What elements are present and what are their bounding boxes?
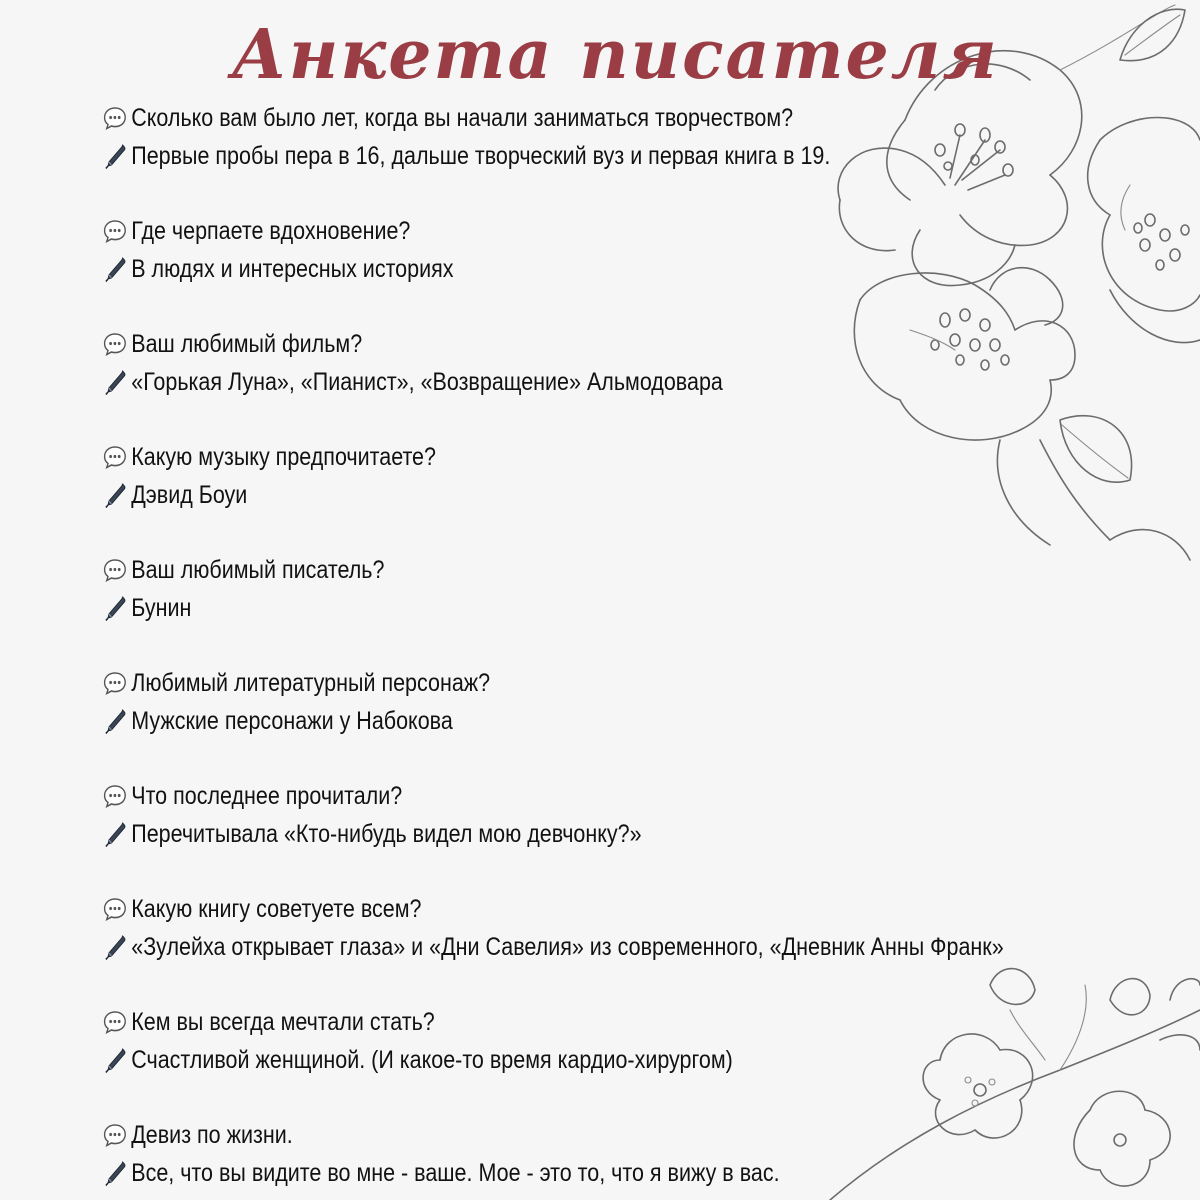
pen-icon bbox=[102, 819, 128, 849]
qa-item bbox=[102, 438, 1142, 551]
speech-bubble-icon bbox=[102, 894, 128, 924]
question-line bbox=[102, 664, 996, 702]
qa-item bbox=[102, 99, 1142, 212]
answer-text: «Зулейха открывает глаза» и «Дни Савелия» из современного, «Дневник Анны Франк» bbox=[131, 932, 1004, 961]
pen-icon bbox=[102, 1158, 128, 1188]
question-text: Сколько вам было лет, когда вы начали заниматься творчеством? bbox=[131, 103, 794, 132]
page-title: Анкета писателя bbox=[231, 15, 999, 95]
question-line bbox=[102, 890, 996, 928]
question-text: Какую книгу советуете всем? bbox=[131, 894, 422, 923]
speech-bubble-icon bbox=[102, 668, 128, 698]
answer-text: Дэвид Боуи bbox=[131, 480, 248, 509]
answer-text: Все, что вы видите во мне - ваше. Мое - это то, что я вижу в вас. bbox=[131, 1158, 780, 1187]
answer-text: В людях и интересных историях bbox=[131, 254, 454, 283]
pen-icon bbox=[102, 932, 128, 962]
answer-line bbox=[102, 1154, 996, 1192]
qa-item bbox=[102, 1116, 1142, 1200]
answer-line bbox=[102, 137, 996, 175]
answer-line bbox=[102, 363, 996, 401]
question-text: Ваш любимый писатель? bbox=[131, 555, 385, 584]
pen-icon bbox=[102, 593, 128, 623]
answer-text: Счастливой женщиной. (И какое-то время кардио-хирургом) bbox=[131, 1045, 733, 1074]
speech-bubble-icon bbox=[102, 216, 128, 246]
question-text: Где черпаете вдохновение? bbox=[131, 216, 411, 245]
question-line bbox=[102, 325, 996, 363]
qa-item bbox=[102, 551, 1142, 664]
question-text: Любимый литературный персонаж? bbox=[131, 668, 491, 697]
answer-line bbox=[102, 815, 996, 853]
speech-bubble-icon bbox=[102, 329, 128, 359]
question-line bbox=[102, 99, 996, 137]
answer-line bbox=[102, 928, 1004, 966]
question-line bbox=[102, 212, 996, 250]
qa-item bbox=[102, 664, 1142, 777]
question-text: Девиз по жизни. bbox=[131, 1120, 293, 1149]
speech-bubble-icon bbox=[102, 442, 128, 472]
question-text: Кем вы всегда мечтали стать? bbox=[131, 1007, 435, 1036]
pen-icon bbox=[102, 1045, 128, 1075]
pen-icon bbox=[102, 706, 128, 736]
answer-line bbox=[102, 250, 996, 288]
question-text: Ваш любимый фильм? bbox=[131, 329, 363, 358]
answer-text: Перечитывала «Кто-нибудь видел мою девчонку?» bbox=[131, 819, 642, 848]
speech-bubble-icon bbox=[102, 1007, 128, 1037]
speech-bubble-icon bbox=[102, 1120, 128, 1150]
qa-item bbox=[102, 325, 1142, 438]
question-line bbox=[102, 1003, 996, 1041]
qa-list bbox=[102, 99, 1142, 1200]
speech-bubble-icon bbox=[102, 555, 128, 585]
question-line bbox=[102, 551, 996, 589]
question-line bbox=[102, 438, 996, 476]
speech-bubble-icon bbox=[102, 103, 128, 133]
answer-text: Первые пробы пера в 16, дальше творческий вуз и первая книга в 19. bbox=[131, 141, 831, 170]
answer-line bbox=[102, 589, 996, 627]
answer-text: Мужские персонажи у Набокова bbox=[131, 706, 453, 735]
pen-icon bbox=[102, 480, 128, 510]
answer-line bbox=[102, 1041, 996, 1079]
pen-icon bbox=[102, 367, 128, 397]
question-text: Что последнее прочитали? bbox=[131, 781, 403, 810]
answer-line bbox=[102, 702, 996, 740]
qa-item bbox=[102, 890, 1142, 1003]
speech-bubble-icon bbox=[102, 781, 128, 811]
qa-item bbox=[102, 777, 1142, 890]
answer-text: Бунин bbox=[131, 593, 192, 622]
qa-item bbox=[102, 212, 1142, 325]
question-text: Какую музыку предпочитаете? bbox=[131, 442, 436, 471]
answer-text: «Горькая Луна», «Пианист», «Возвращение» Альмодовара bbox=[131, 367, 723, 396]
question-line bbox=[102, 777, 996, 815]
pen-icon bbox=[102, 254, 128, 284]
question-line bbox=[102, 1116, 996, 1154]
pen-icon bbox=[102, 141, 128, 171]
answer-line bbox=[102, 476, 996, 514]
qa-item bbox=[102, 1003, 1142, 1116]
